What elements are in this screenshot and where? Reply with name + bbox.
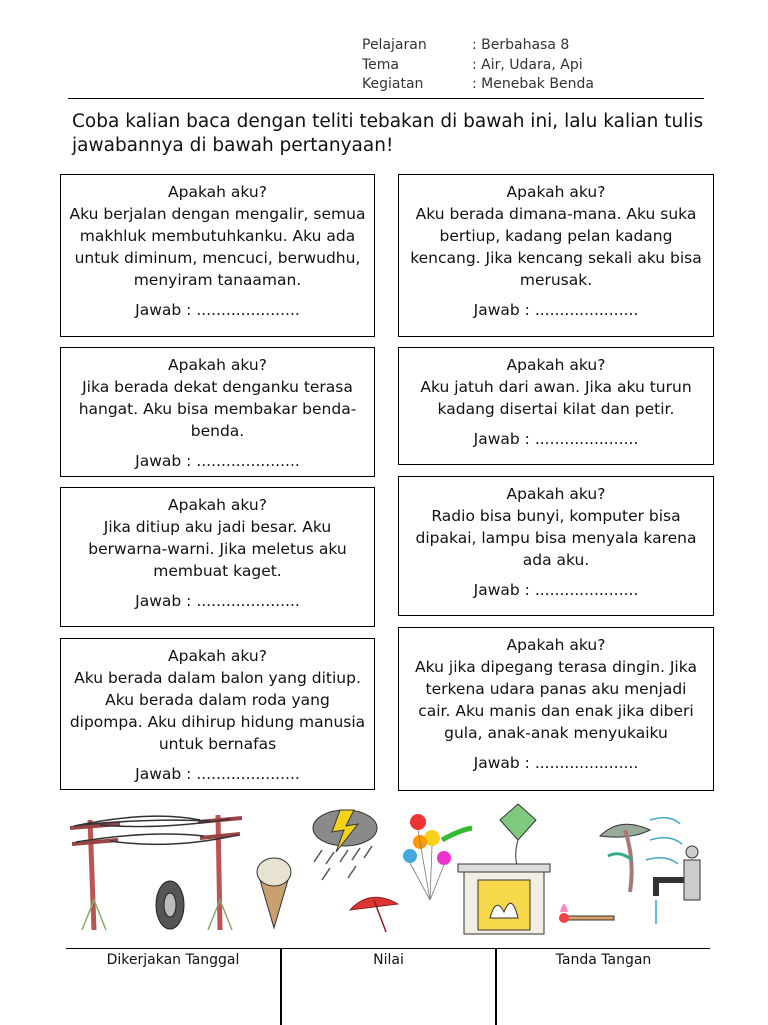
riddle-card-1 (60, 174, 375, 337)
riddle-title: Apakah aku? (168, 496, 267, 514)
tire-icon (156, 881, 184, 929)
match-icon (559, 904, 614, 923)
instruction-text: Coba kalian baca dengan teliti tebakan di bawah ini, lalu kalian tulis jawabannya di bawah pertanyaan! (72, 111, 704, 156)
illustration-strip (60, 800, 720, 940)
fireplace-icon (458, 864, 550, 934)
riddle-text: Aku berada dalam balon yang ditiup. Aku berada dalam roda yang dipompa. Aku dihirup hidung manusia untuk bernafas (69, 669, 366, 753)
riddle-title: Apakah aku? (506, 636, 606, 654)
balloons-icon (403, 814, 472, 900)
riddle-title: Apakah aku? (168, 647, 267, 665)
riddle-card-2 (398, 174, 714, 337)
riddle-card-5 (60, 487, 375, 627)
riddle-card-4 (398, 347, 714, 465)
power-pole-icon (70, 815, 242, 930)
riddle-card-8 (398, 627, 714, 791)
answer-line: Jawab : ..................... (135, 765, 300, 783)
header-divider (68, 98, 704, 99)
meta-label: Tema (362, 56, 400, 73)
answer-line: Jawab : ..................... (473, 430, 639, 448)
umbrella-icon (350, 897, 398, 932)
answer-line: Jawab : ..................... (135, 592, 300, 610)
riddle-title: Apakah aku? (506, 356, 606, 374)
answer-line: Jawab : ..................... (135, 452, 300, 470)
riddle-title: Apakah aku? (168, 183, 267, 201)
riddle-title: Apakah aku? (506, 485, 606, 503)
meta-label: Pelajaran (362, 37, 427, 53)
meta-value: : Berbahasa 8 (472, 37, 570, 53)
meta-value: : Air, Udara, Api (472, 56, 583, 73)
ice-cream-icon (257, 858, 291, 928)
signature-label: Tanda Tangan (555, 952, 652, 968)
riddle-text: Jika ditiup aku jadi besar. Aku berwarna-warni. Jika meletus aku membuat kaget. (88, 518, 347, 580)
answer-line: Jawab : ..................... (473, 754, 639, 772)
riddle-text: Jika berada dekat denganku terasa hangat. Aku bisa membakar benda-benda. (78, 378, 357, 440)
lesson-meta (362, 36, 594, 95)
answer-line: Jawab : ..................... (473, 301, 639, 319)
meta-row-kegiatan (362, 75, 594, 95)
riddle-title: Apakah aku? (506, 183, 606, 201)
meta-label: Kegiatan (362, 76, 424, 92)
signature-column (497, 949, 710, 1025)
meta-row-tema (362, 56, 594, 76)
riddle-card-6 (398, 476, 714, 616)
riddle-text: Aku jika dipegang terasa dingin. Jika terkena udara panas aku menjadi cair. Aku manis dan enak jika diberi gula, anak-anak menyukaiku (415, 658, 697, 742)
meta-row-pelajaran (362, 36, 594, 56)
riddle-card-3 (60, 347, 375, 477)
riddle-text: Aku jatuh dari awan. Jika aku turun kadang disertai kilat dan petir. (420, 378, 692, 418)
grading-table (66, 948, 710, 1025)
answer-line: Jawab : ..................... (473, 581, 639, 599)
riddle-title: Apakah aku? (168, 356, 267, 374)
meta-value: : Menebak Benda (472, 76, 594, 92)
answer-line: Jawab : ..................... (135, 301, 300, 319)
riddle-text: Radio bisa bunyi, komputer bisa dipakai, lampu bisa menyala karena ada aku. (415, 507, 697, 569)
riddle-text: Aku berada dimana-mana. Aku suka bertiup, kadang pelan kadang kencang. Jika kencang sekali aku bisa merusak. (410, 205, 702, 289)
score-label: Nilai (373, 952, 404, 968)
date-column (66, 949, 280, 1025)
score-column (282, 949, 495, 1025)
storm-cloud-icon (313, 810, 377, 880)
riddle-card-7 (60, 638, 375, 790)
date-label: Dikerjakan Tanggal (106, 952, 240, 968)
riddle-text: Aku berjalan dengan mengalir, semua makhluk membutuhkanku. Aku ada untuk diminum, mencuci, berwudhu, menyiram tanaaman. (69, 205, 366, 289)
